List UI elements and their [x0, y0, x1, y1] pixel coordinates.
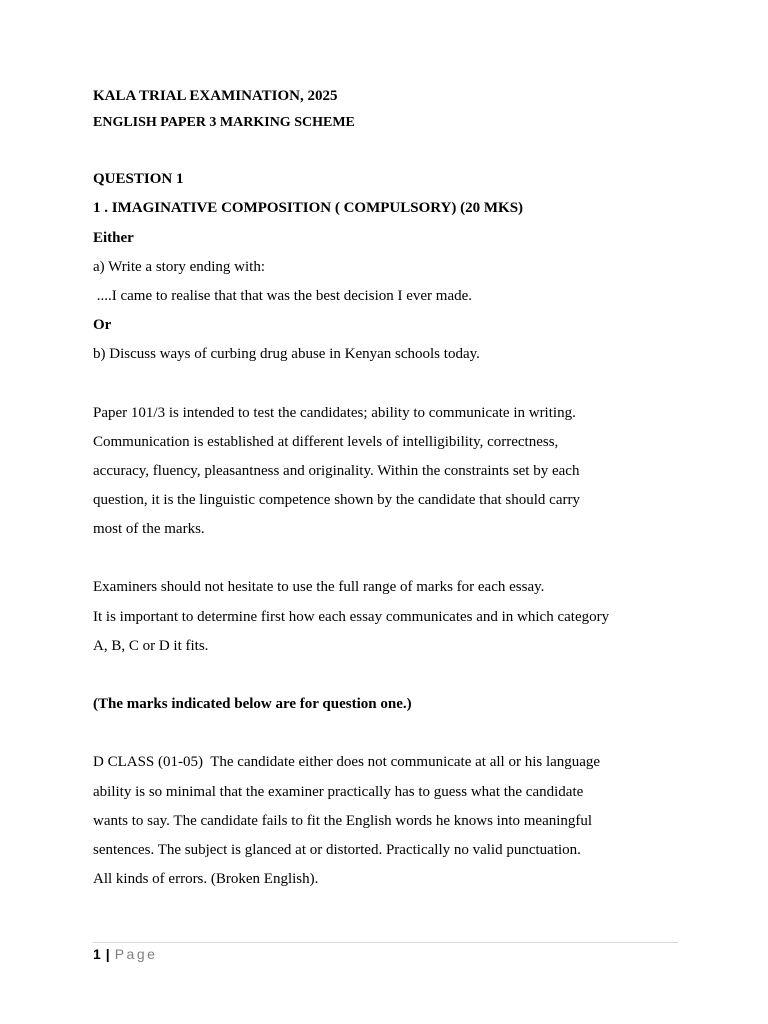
either-label: Either: [93, 230, 134, 246]
intro-line: accuracy, fluency, pleasantness and originality. Within the constraints set by each: [93, 463, 580, 479]
or-label: Or: [93, 317, 112, 333]
section-heading: 1 . IMAGINATIVE COMPOSITION ( COMPULSORY) (20 MKS): [93, 200, 524, 216]
exam-title: KALA TRIAL EXAMINATION, 2025: [93, 88, 338, 104]
exam-subtitle: ENGLISH PAPER 3 MARKING SCHEME: [93, 115, 355, 130]
footer-separator: |: [105, 946, 110, 962]
option-a: a) Write a story ending with:: [93, 259, 265, 275]
page-footer: [93, 945, 157, 963]
page-label: Page: [114, 946, 158, 962]
d-class-line: All kinds of errors. (Broken English).: [93, 871, 319, 887]
d-class-line: sentences. The subject is glanced at or distorted. Practically no valid punctuation.: [93, 842, 581, 858]
examiner-line: It is important to determine first how each essay communicates and in which category: [93, 609, 610, 625]
d-class-line: ability is so minimal that the examiner practically has to guess what the candidate: [93, 784, 584, 800]
examiner-line: Examiners should not hesitate to use the full range of marks for each essay.: [93, 579, 545, 595]
intro-line: most of the marks.: [93, 521, 205, 537]
question-heading: QUESTION 1: [93, 171, 184, 187]
d-class-line: wants to say. The candidate fails to fit the English words he knows into meaningful: [93, 813, 593, 829]
option-b: b) Discuss ways of curbing drug abuse in Kenyan schools today.: [93, 346, 480, 362]
d-class-line: D CLASS (01-05) The candidate either does not communicate at all or his language: [93, 754, 601, 770]
footer-divider: [93, 942, 678, 943]
page-number: 1: [93, 946, 101, 962]
intro-line: Communication is established at different levels of intelligibility, correctness,: [93, 434, 559, 450]
intro-line: question, it is the linguistic competence shown by the candidate that should carry: [93, 492, 580, 508]
examiner-line: A, B, C or D it fits.: [93, 638, 209, 654]
option-a-quote: ....I came to realise that that was the best decision I ever made.: [93, 288, 473, 304]
intro-line: Paper 101/3 is intended to test the candidates; ability to communicate in writing.: [93, 405, 576, 421]
marks-note: (The marks indicated below are for question one.): [93, 696, 412, 712]
